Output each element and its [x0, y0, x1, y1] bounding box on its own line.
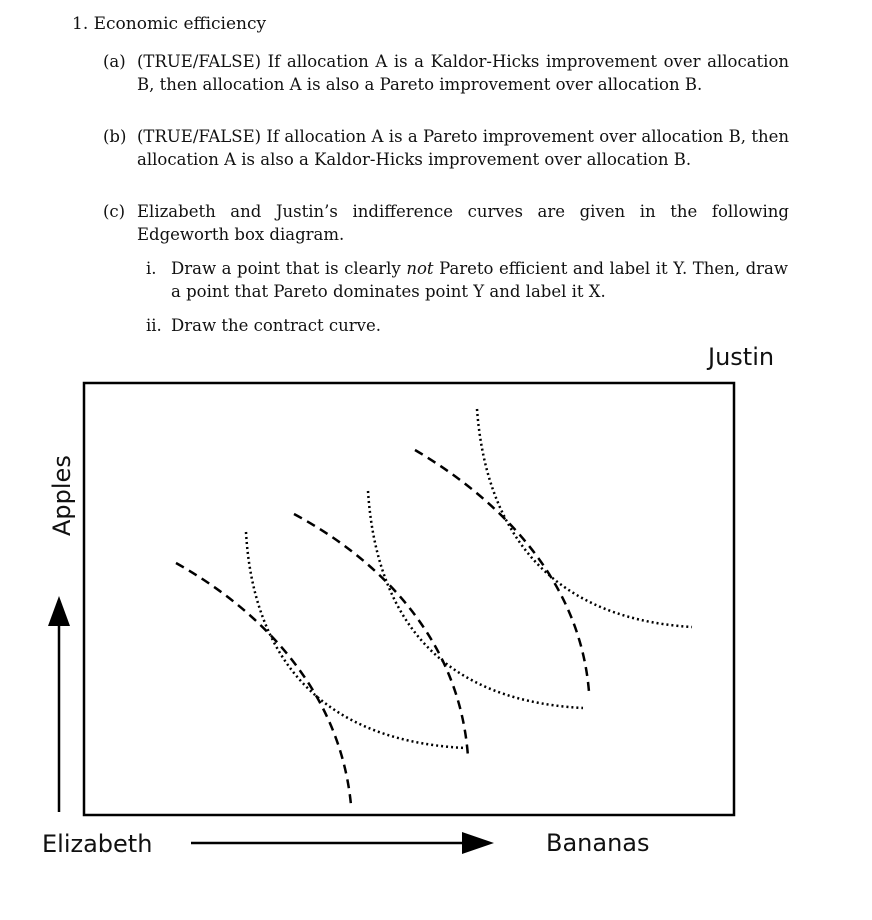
part-a-label: (a): [103, 52, 126, 71]
bananas-arrow-icon: [462, 832, 494, 854]
part-c-text: Elizabeth and Justin’s indifference curves are given in the following Edgeworth box diagram.: [137, 202, 789, 244]
edgeworth-box-diagram: [0, 330, 872, 890]
subpart-i: [146, 257, 792, 303]
subpart-i-emphasis: not: [406, 259, 434, 278]
subpart-i-text: [171, 257, 788, 303]
subpart-i-text-after: Pareto efficient and label it Y. Then, draw a point that Pareto dominates point Y and label it X.: [171, 259, 788, 301]
justin-indifference-curve-2: [368, 491, 583, 708]
part-a-text: (TRUE/FALSE) If allocation A is a Kaldor-Hicks improvement over allocation B, then allocation A is also a Pareto improvement over allocation B.: [137, 52, 789, 94]
part-b: [103, 125, 793, 171]
bananas-label: Bananas: [546, 829, 650, 857]
justin-label: Justin: [708, 343, 775, 371]
question-title: 1. Economic efficiency: [72, 14, 267, 34]
elizabeth-indifference-curve-2: [294, 514, 468, 757]
part-a: [103, 50, 793, 96]
part-b-text: (TRUE/FALSE) If allocation A is a Pareto improvement over allocation B, then allocation A is also a Kaldor-Hicks improvement over allocation B.: [137, 127, 789, 169]
elizabeth-indifference-curve-3: [415, 450, 589, 692]
apples-label: Apples: [48, 455, 76, 536]
edgeworth-box: [84, 383, 734, 815]
justin-indifference-curve-1: [246, 532, 465, 748]
subpart-ii-text: Draw the contract curve.: [171, 316, 381, 335]
part-c-label: (c): [103, 202, 126, 221]
justin-indifference-curve-3: [477, 409, 692, 627]
elizabeth-indifference-curve-1: [176, 563, 351, 805]
subpart-i-text-before: Draw a point that is clearly: [171, 259, 407, 278]
part-c: [103, 200, 793, 246]
elizabeth-label: Elizabeth: [42, 830, 153, 858]
subpart-ii-label: ii.: [146, 316, 162, 335]
subpart-i-label: i.: [146, 259, 157, 278]
part-b-label: (b): [103, 127, 127, 146]
apples-arrow-icon: [48, 596, 70, 626]
